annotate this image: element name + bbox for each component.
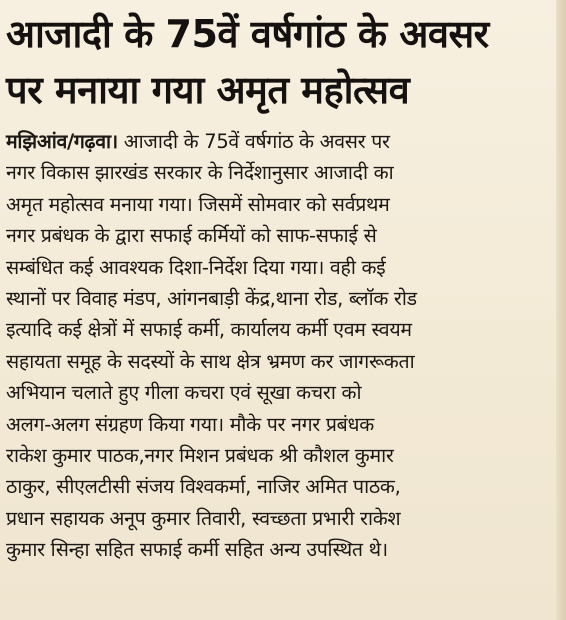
headline (6, 6, 551, 118)
body-line-7: इत्यादि कई क्षेत्रों में सफाई कर्मी, कार्यालय कर्मी एवम स्वयम (6, 318, 412, 342)
body-line-3: अमृत महोत्सव मनाया गया। जिसमें सोमवार को सर्वप्रथम (6, 192, 390, 216)
body-line-13: प्रधान सहायक अनूप कुमार तिवारी, स्वच्छता प्रभारी राकेश (6, 506, 401, 530)
body-line-1-text: आजादी के 75वें वर्षगांठ के अवसर पर (117, 130, 390, 153)
body-line-11: राकेश कुमार पाठक,नगर मिशन प्रबंधक श्री कौशल कुमार (6, 444, 394, 468)
body-line-1 (6, 126, 551, 157)
body-line-6: स्थानों पर विवाह मंडप, आंगनबाड़ी केंद्र,थाना रोड, ब्लॉक रोड (6, 287, 417, 311)
body-line-12: ठाकुर, सीएलटीसी संजय विश्वकर्मा, नाजिर अमित पाठक, (6, 475, 401, 499)
body-line-9: अभियान चलाते हुए गीला कचरा एवं सूखा कचरा को (6, 381, 362, 405)
article-body (6, 126, 551, 566)
body-line-2: नगर विकास झारखंड सरकार के निर्देशानुसार आजादी का (6, 161, 394, 185)
body-line-5: सम्बंधित कई आवश्यक दिशा-निर्देश दिया गया। वही कई (6, 255, 386, 279)
body-line-8: सहायता समूह के सदस्यों के साथ क्षेत्र भ्रमण कर जागरूकता (6, 349, 415, 373)
body-line-10: अलग-अलग संग्रहण किया गया। मौके पर नगर प्रबंधक (6, 412, 374, 436)
headline-line-2: पर मनाया गया अमृत महोत्सव (6, 68, 410, 112)
page-edge (556, 0, 566, 620)
body-line-4: नगर प्रबंधक के द्वारा सफाई कर्मियों को साफ-सफाई से (6, 224, 377, 248)
body-line-14: कुमार सिन्हा सहित सफाई कर्मी सहित अन्य उपस्थित थे। (6, 538, 388, 562)
dateline: मझिआंव/गढ़वा। (6, 130, 118, 153)
headline-line-1: आजादी के 75वें वर्षगांठ के अवसर (6, 12, 489, 56)
